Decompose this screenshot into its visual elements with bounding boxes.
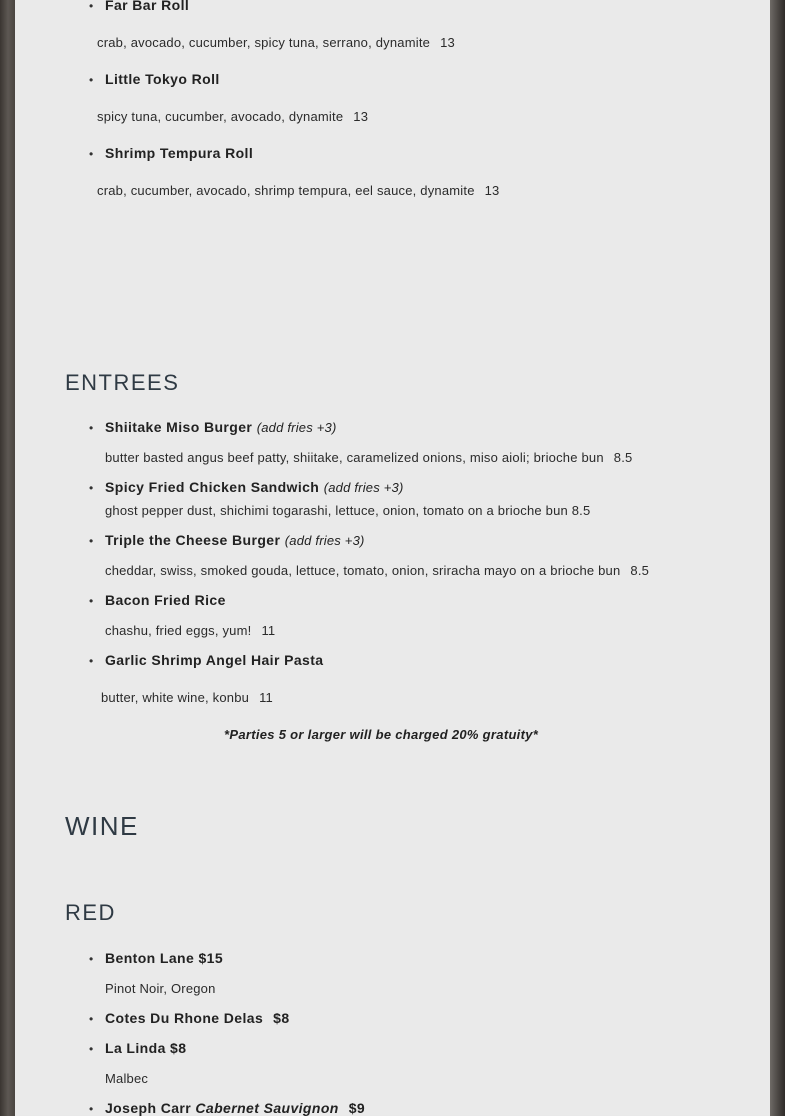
item-name: Far Bar Roll bbox=[105, 0, 190, 13]
menu-panel bbox=[15, 0, 770, 1115]
item-description: chashu, fried eggs, yum! 11 bbox=[105, 623, 276, 638]
bullet: • bbox=[89, 1042, 94, 1056]
section-heading-wine: WINE bbox=[65, 811, 139, 841]
item-name: La Linda $8 bbox=[105, 1040, 187, 1056]
menu-item-title: Spicy Fried Chicken Sandwich (add fries +3) bbox=[105, 479, 404, 495]
item-description: butter basted angus beef patty, shiitake, caramelized onions, miso aioli; brioche bun 8.5 bbox=[105, 450, 633, 465]
item-description: spicy tuna, cucumber, avocado, dynamite 13 bbox=[97, 109, 369, 124]
item-description: crab, avocado, cucumber, spicy tuna, serrano, dynamite 13 bbox=[97, 35, 455, 50]
item-description: Malbec bbox=[105, 1071, 149, 1086]
bullet: • bbox=[89, 481, 94, 495]
bullet: • bbox=[89, 952, 94, 966]
menu-item-title: Triple the Cheese Burger (add fries +3) bbox=[105, 532, 365, 548]
item-name: Garlic Shrimp Angel Hair Pasta bbox=[105, 652, 324, 668]
bullet: • bbox=[89, 147, 94, 161]
bullet: • bbox=[89, 654, 94, 668]
menu-item-title: Shiitake Miso Burger (add fries +3) bbox=[105, 419, 337, 435]
item-name: Benton Lane $15 bbox=[105, 950, 224, 966]
bullet: • bbox=[89, 534, 94, 548]
bullet: • bbox=[89, 0, 94, 13]
item-description: cheddar, swiss, smoked gouda, lettuce, tomato, onion, sriracha mayo on a brioche bun 8.5 bbox=[105, 563, 650, 578]
item-name: Cotes Du Rhone Delas $8 bbox=[105, 1010, 290, 1026]
item-description: butter, white wine, konbu 11 bbox=[101, 690, 273, 705]
item-description: ghost pepper dust, shichimi togarashi, lettuce, onion, tomato on a brioche bun 8.5 bbox=[105, 503, 591, 518]
bullet: • bbox=[89, 1102, 94, 1116]
item-name: Shrimp Tempura Roll bbox=[105, 145, 254, 161]
item-name: Bacon Fried Rice bbox=[105, 592, 226, 608]
gratuity-note: *Parties 5 or larger will be charged 20% gratuity* bbox=[224, 727, 539, 742]
bullet: • bbox=[89, 421, 94, 435]
item-name: Little Tokyo Roll bbox=[105, 71, 220, 87]
section-heading-red: RED bbox=[65, 900, 116, 925]
section-heading-entrees: ENTREES bbox=[65, 370, 180, 395]
item-description: crab, cucumber, avocado, shrimp tempura, eel sauce, dynamite 13 bbox=[97, 183, 500, 198]
bullet: • bbox=[89, 1012, 94, 1026]
bullet: • bbox=[89, 73, 94, 87]
item-name: Joseph Carr Cabernet Sauvignon $9 bbox=[105, 1100, 366, 1116]
bullet: • bbox=[89, 594, 94, 608]
item-description: Pinot Noir, Oregon bbox=[105, 981, 216, 996]
